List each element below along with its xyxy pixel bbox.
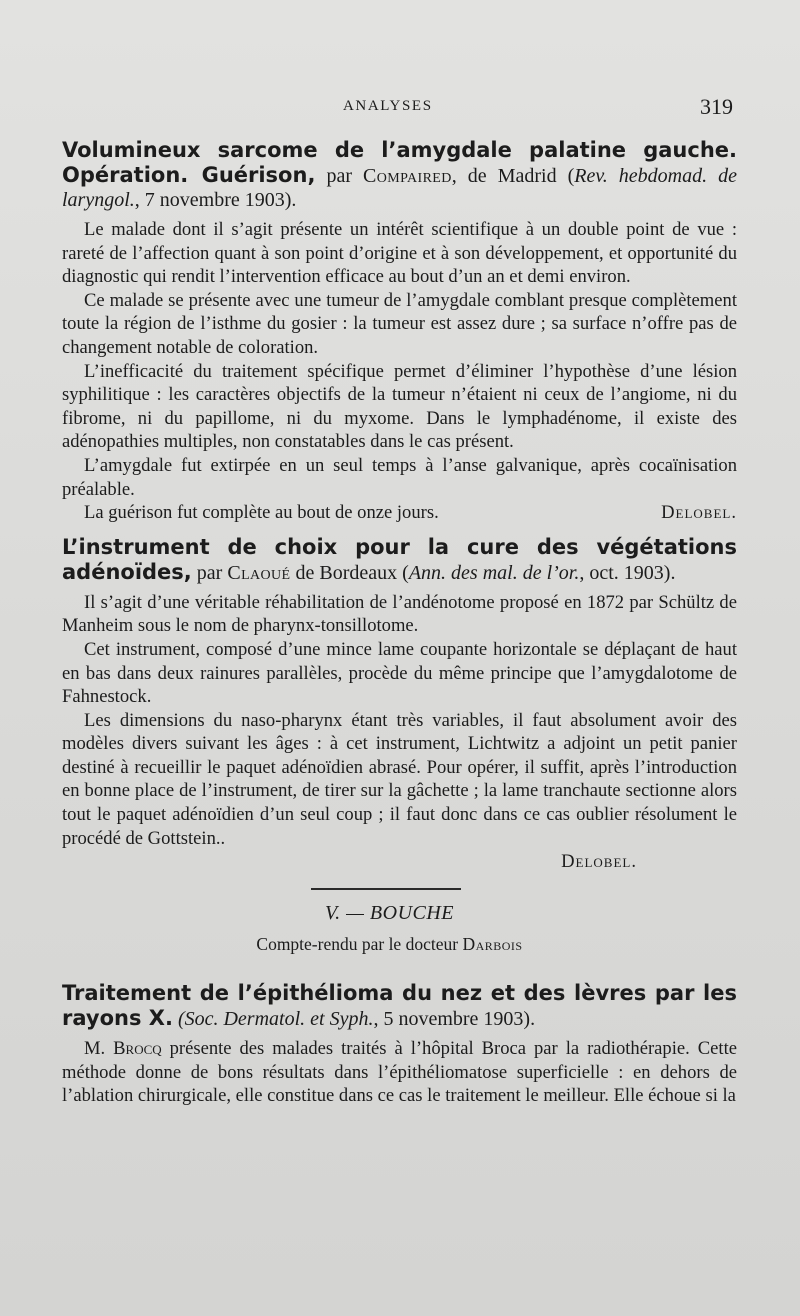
article-title: Volumineux sarcome de l’amygdale palatine gauche. Opération. Guérison, par Compaired, de Madrid (Rev. hebdomad. de laryngol., 7 novembre 1903). [62, 138, 737, 211]
source-journal: (Soc. Dermatol. et Syph. [177, 1008, 374, 1031]
paragraph: L’inefficacité du traitement spécifique permet d’éliminer l’hypothèse d’une lésion syphilitique : les caractères objectifs de la tumeur n’étaient ni ceux de l’angiome, ni du fibrome, ni du papillome, ni du myxome. Dans le lymphadénome, il existe des adénopathies multiples, non constatables dans le cas présent. [62, 360, 737, 453]
reviewer-name: Darbois [462, 934, 523, 955]
article-epithelioma [62, 981, 737, 1108]
article-title [62, 981, 737, 1031]
paragraph: Le malade dont il s’agit présente un intérêt scientifique à un double point de vue : rareté de l’affection quant à son point d’origine et à son développement, et opportunité du diagnostic qui rendit l’intervention efficace au bout d’un an et demi environ. [62, 219, 737, 288]
source-date: , oct. 1903). [579, 561, 676, 584]
section-subtitle: Compte-rendu par le docteur Darbois [256, 934, 523, 955]
paragraph: Cet instrument, composé d’une mince lame coupante horizontale se déplaçant de haut en bas dans deux rainures parallèles, procède du même principe que l’amygdalotome de Fahnestock. [62, 638, 737, 708]
page-content [62, 138, 737, 1118]
author-name: M. Brocq [84, 1038, 162, 1060]
page-number: 319 [700, 94, 733, 119]
source-journal: Rev. hebdomad. de laryngol. [62, 165, 737, 211]
title-text: Volumineux sarcome de l’amygdale palatine gauche. Opération. Guérison, [62, 138, 737, 187]
paragraph: L’amygdale fut extirpée en un seul temps à l’anse galvanique, après cocaïnisation préalable. [62, 454, 737, 500]
source-date: , 7 novembre 1903). [134, 189, 297, 211]
signature: Delobel. [561, 851, 637, 873]
article-instrument [62, 535, 737, 874]
article-sarcome [62, 138, 737, 525]
title-text: L’instrument de choix pour la cure des végétations adénoïdes, [62, 534, 737, 584]
source-journal: Ann. des mal. de l’or. [408, 561, 580, 584]
paragraph-last: La guérison fut complète au bout de onze jours. Delobel. [84, 502, 737, 524]
running-head: ANALYSES [343, 98, 433, 114]
source-date: , 5 novembre 1903). [373, 1008, 536, 1031]
signature: Delobel. [661, 502, 737, 524]
author-name: Claoué [227, 561, 291, 584]
paragraph: Il s’agit d’une véritable réhabilitation de l’andénotome proposé en 1872 par Schültz de Manheim sous le nom de pharynx-tonsillotome. [62, 591, 737, 637]
author-name: Compaired [363, 165, 452, 187]
section-heading: V. — BOUCHE [324, 901, 455, 924]
paragraph: M. Brocq présente des malades traités à l’hôpital Broca par la radiothérapie. Cette méthode donne de bons résultats dans l’épithéliomatose superficielle : en dehors de l’ablation chirurgicale, elle constitue dans ce cas le traitement le meilleur. Elle échoue si la [62, 1038, 737, 1107]
title-text: Traitement de l’épithélioma du nez et des lèvres par les rayons X. [62, 981, 737, 1031]
paragraph: Ce malade se présente avec une tumeur de l’amygdale comblant presque complètement toute la région de l’isthme du gosier : la tumeur est assez dure ; sa surface n’offre pas de changement notable de coloration. [62, 289, 737, 358]
section-divider [311, 888, 461, 890]
article-title: L’instrument de choix pour la cure des végétations adénoïdes, par Claoué de Bordeaux (Ann. des mal. de l’or., oct. 1903). [62, 534, 737, 584]
paragraph: Les dimensions du naso-pharynx étant très variables, il faut absolument avoir des modèles divers suivant les âges : à cet instrument, Lichtwitz a adjoint un petit panier destiné à recueillir le paquet adénoïdien abrasé. Pour opérer, il suffit, après l’introduction en bonne place de l’instrument, de tirer sur la gâchette ; la lame tranchaute sectionne alors tout le paquet adénoïdien d’un seul coup ; il faut donc dans ce cas oublier résolument le procédé de Gottstein.. [62, 709, 737, 849]
